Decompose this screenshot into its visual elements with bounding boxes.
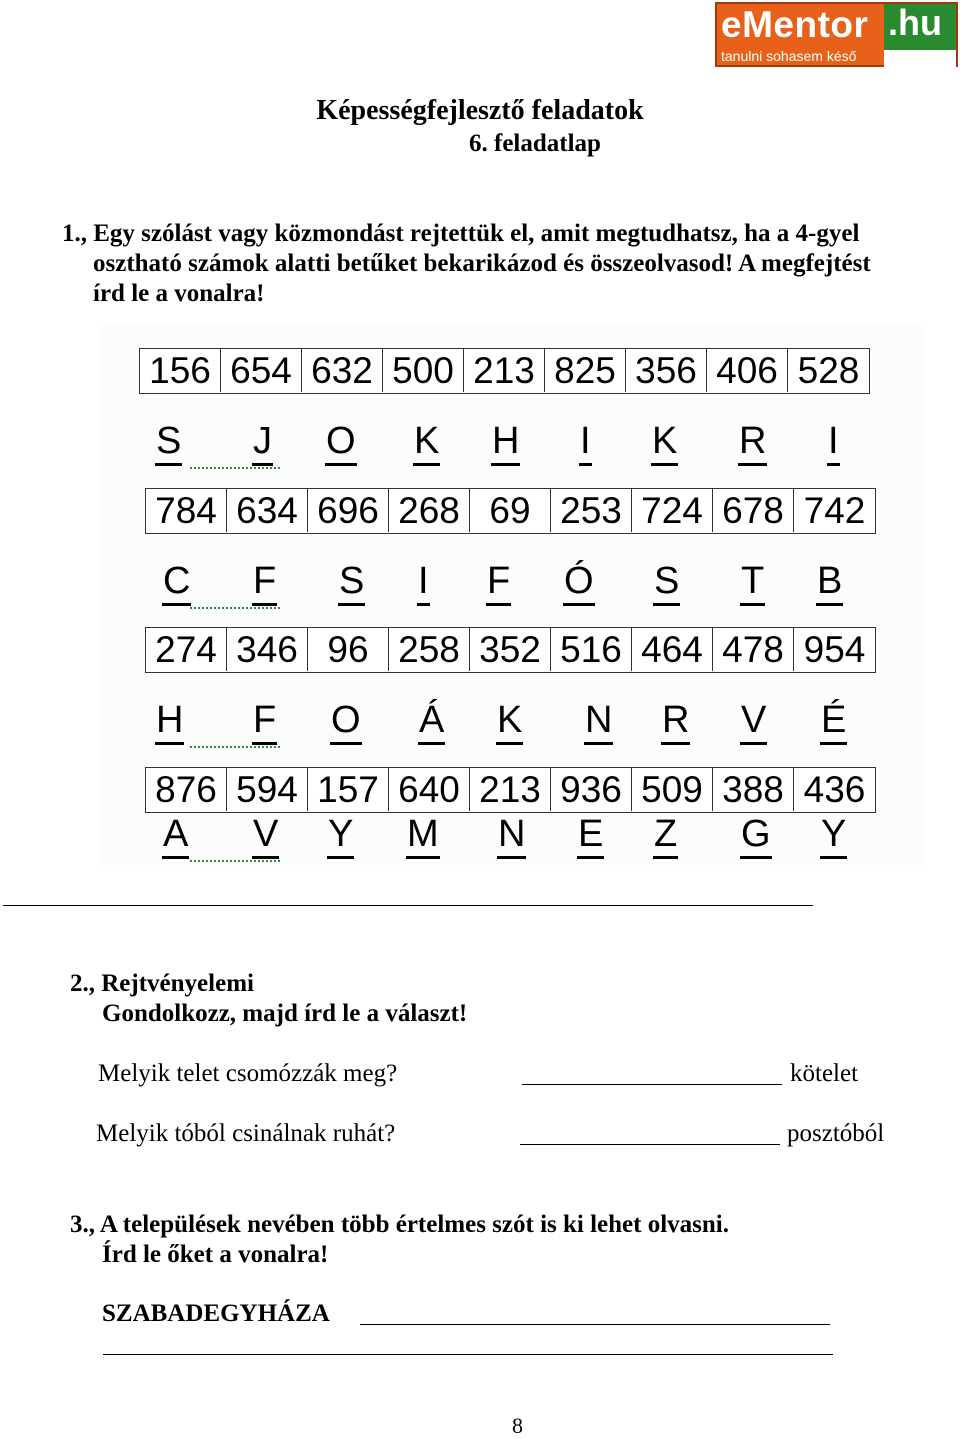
number-cell[interactable]: 500 — [383, 349, 464, 392]
task2-question-2: Melyik tóból csinálnak ruhát? — [96, 1120, 396, 1147]
puzzle-letter[interactable]: G — [740, 812, 772, 859]
task3-answer-line-1[interactable] — [360, 1324, 830, 1325]
spellcheck-underline — [190, 463, 280, 469]
number-cell[interactable]: 156 — [140, 349, 221, 392]
puzzle-letter[interactable]: K — [651, 419, 678, 466]
puzzle-letter[interactable]: Y — [327, 812, 354, 859]
number-cell[interactable]: 528 — [797, 350, 860, 391]
task2-answer-1: kötelet — [790, 1060, 859, 1087]
puzzle-letter[interactable]: Z — [653, 812, 678, 859]
number-cell[interactable]: 654 — [221, 349, 302, 392]
puzzle-letter[interactable]: N — [584, 698, 613, 745]
logo-tld: .hu — [888, 2, 942, 43]
number-cell[interactable]: 825 — [545, 349, 626, 392]
number-cell[interactable]: 388 — [713, 768, 794, 811]
puzzle-letter[interactable]: I — [417, 559, 430, 606]
logo-strip — [884, 50, 956, 67]
puzzle-letter[interactable]: É — [820, 698, 847, 745]
task1-line-1: 1., Egy szólást vagy közmondást rejtettük el, amit megtudhatsz, ha a 4-gyel — [62, 220, 860, 247]
page-number: 8 — [512, 1413, 523, 1438]
number-cell[interactable]: 157 — [308, 768, 389, 811]
puzzle-letter[interactable]: H — [491, 419, 520, 466]
task2-question-1: Melyik telet csomózzák meg? — [98, 1060, 398, 1087]
spellcheck-underline — [190, 742, 280, 748]
page-title: Képességfejlesztő feladatok — [316, 95, 644, 126]
puzzle-letter[interactable]: R — [738, 419, 767, 466]
puzzle-letter[interactable]: I — [579, 419, 592, 466]
puzzle-letter[interactable]: F — [252, 559, 277, 606]
puzzle-letter[interactable]: O — [330, 698, 362, 745]
number-row — [139, 348, 870, 394]
number-cell[interactable]: 69 — [470, 489, 551, 532]
number-cell[interactable]: 346 — [227, 628, 308, 671]
puzzle-letter[interactable]: Ó — [563, 559, 595, 606]
letter-row — [100, 559, 925, 605]
number-cell[interactable]: 634 — [227, 489, 308, 532]
number-cell[interactable]: 876 — [146, 768, 227, 811]
number-cell[interactable]: 742 — [803, 490, 866, 531]
task3-heading: 3., A települések nevében több értelmes szót is ki lehet olvasni. — [70, 1211, 729, 1238]
puzzle-letter[interactable]: J — [252, 419, 273, 466]
number-cell[interactable]: 954 — [803, 629, 866, 670]
task2-answer-2: posztóból — [787, 1120, 885, 1147]
task2-heading: 2., Rejtvényelemi — [70, 970, 254, 997]
puzzle-letter[interactable]: F — [252, 698, 277, 745]
task3-word: SZABADEGYHÁZA — [102, 1300, 330, 1327]
number-cell[interactable]: 696 — [308, 489, 389, 532]
number-cell[interactable]: 253 — [551, 489, 632, 532]
puzzle-letter[interactable]: K — [496, 698, 523, 745]
number-row — [145, 488, 876, 534]
number-cell[interactable]: 356 — [626, 349, 707, 392]
number-cell[interactable]: 478 — [713, 628, 794, 671]
puzzle-letter[interactable]: V — [252, 812, 279, 859]
page-subtitle: 6. feladatlap — [469, 130, 601, 157]
puzzle-letter[interactable]: I — [827, 419, 840, 466]
number-cell[interactable]: 632 — [302, 349, 383, 392]
number-cell[interactable]: 213 — [470, 768, 551, 811]
number-cell[interactable]: 509 — [632, 768, 713, 811]
puzzle-letter[interactable]: T — [740, 559, 765, 606]
task3-answer-line-2[interactable] — [103, 1354, 833, 1355]
number-cell[interactable]: 784 — [146, 489, 227, 532]
puzzle-letter[interactable]: N — [497, 812, 526, 859]
number-cell[interactable]: 678 — [713, 489, 794, 532]
spellcheck-underline — [190, 856, 280, 862]
spellcheck-underline — [190, 603, 280, 609]
number-cell[interactable]: 274 — [146, 628, 227, 671]
puzzle-letter[interactable]: V — [740, 698, 767, 745]
number-cell[interactable]: 464 — [632, 628, 713, 671]
task1-line-3: írd le a vonalra! — [93, 280, 265, 307]
letter-row — [100, 812, 925, 858]
logo-tld-box — [884, 4, 956, 50]
task3-instruction: Írd le őket a vonalra! — [102, 1241, 329, 1268]
number-cell[interactable]: 268 — [389, 489, 470, 532]
puzzle-letter[interactable]: S — [653, 559, 680, 606]
number-cell[interactable]: 640 — [389, 768, 470, 811]
puzzle-letter[interactable]: C — [162, 559, 191, 606]
puzzle-letter[interactable]: Y — [820, 812, 847, 859]
number-row — [145, 767, 876, 813]
logo-slogan: tanulni sohasem késő — [721, 48, 857, 64]
number-letter-puzzle — [100, 325, 925, 865]
number-cell[interactable]: 724 — [632, 489, 713, 532]
logo-brand: eMentor — [721, 4, 869, 45]
puzzle-letter[interactable]: K — [413, 419, 440, 466]
task2-answer-line-1[interactable] — [522, 1084, 782, 1085]
puzzle-letter[interactable]: S — [155, 419, 182, 466]
letter-row — [100, 419, 925, 465]
puzzle-letter[interactable]: S — [338, 559, 365, 606]
number-row — [145, 627, 876, 673]
number-cell[interactable]: 352 — [470, 628, 551, 671]
number-cell[interactable]: 96 — [308, 628, 389, 671]
puzzle-letter[interactable]: F — [486, 559, 511, 606]
puzzle-letter[interactable]: A — [162, 812, 189, 859]
puzzle-letter[interactable]: R — [661, 698, 690, 745]
task2-instruction: Gondolkozz, majd írd le a választ! — [102, 1000, 468, 1027]
number-cell[interactable]: 258 — [389, 628, 470, 671]
letter-row — [100, 698, 925, 744]
number-cell[interactable]: 936 — [551, 768, 632, 811]
puzzle-letter[interactable]: E — [577, 812, 604, 859]
number-cell[interactable]: 406 — [707, 349, 788, 392]
number-cell[interactable]: 594 — [227, 768, 308, 811]
puzzle-letter[interactable]: M — [406, 812, 440, 859]
task1-line-2: osztható számok alatti betűket bekarikázod és összeolvasod! A megfejtést — [93, 250, 871, 277]
puzzle-letter[interactable]: H — [155, 698, 184, 745]
number-cell[interactable]: 516 — [551, 628, 632, 671]
puzzle-letter[interactable]: B — [816, 559, 843, 606]
ementor-logo — [715, 2, 958, 67]
number-cell[interactable]: 436 — [803, 769, 866, 810]
puzzle-letter[interactable]: Á — [418, 698, 445, 745]
puzzle-letter[interactable]: O — [325, 419, 357, 466]
task1-answer-line[interactable] — [3, 905, 813, 906]
number-cell[interactable]: 213 — [464, 349, 545, 392]
task2-answer-line-2[interactable] — [520, 1144, 780, 1145]
